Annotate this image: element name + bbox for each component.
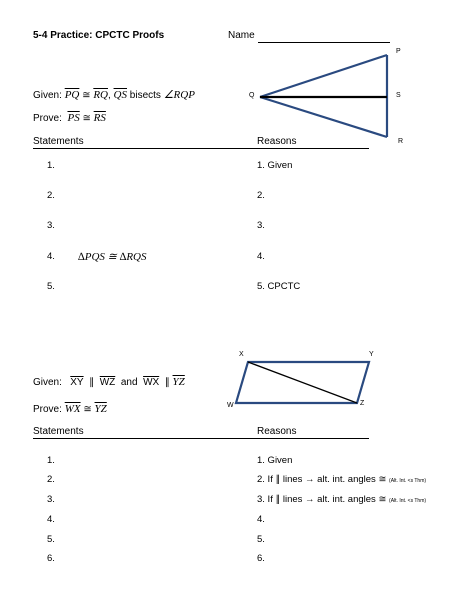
reason-note-3: (Alt. Int. <s Thm) xyxy=(389,498,427,504)
header-rule-1 xyxy=(33,148,369,149)
p2-statement-1[interactable]: 1. xyxy=(47,455,55,466)
reasons-header-1: Reasons xyxy=(257,136,297,147)
triangle-diagram xyxy=(260,55,387,137)
statements-header-1: Statements xyxy=(33,136,84,147)
p2-reason-1[interactable]: 1. Given xyxy=(257,455,293,466)
p1-statement-4[interactable]: 4. xyxy=(47,251,55,262)
p1-reason-2[interactable]: 2. xyxy=(257,190,265,201)
given-statement-1: Given: $\overline{PQ}$ ≅ $\overline{RQ}$, $\overline{QS}$ bisects ∠RQP xyxy=(33,89,195,101)
label-Z: Z xyxy=(360,400,365,407)
p1-statement-3[interactable]: 3. xyxy=(47,220,55,231)
p2-statement-2[interactable]: 2. xyxy=(47,474,55,485)
parallelogram-diagram xyxy=(236,362,369,403)
p1-reason-5[interactable]: 5. CPCTC xyxy=(257,281,301,292)
label-P: P xyxy=(396,48,401,55)
label-W: W xyxy=(227,402,234,409)
p1-reason-3[interactable]: 3. xyxy=(257,220,265,231)
p1-statement-1[interactable]: 1. xyxy=(47,160,55,171)
p2-reason-5[interactable]: 5. xyxy=(257,534,265,545)
header-rule-2 xyxy=(33,438,369,439)
segment-QP xyxy=(260,55,387,97)
statements-header-2: Statements xyxy=(33,426,84,437)
p1-statement-5[interactable]: 5. xyxy=(47,281,55,292)
p1-reason-4[interactable]: 4. xyxy=(257,251,265,262)
given-statement-2: Given: $\overline{XY}$ ∥ $\overline{WZ}$ and $\overline{WX}$ ∥ $\overline{YZ}$ xyxy=(33,376,185,388)
page-title: 5-4 Practice: CPCTC Proofs xyxy=(33,30,165,41)
p2-reason-3[interactable]: 3. If ∥ lines → alt. int. angles ≅ (Alt. Int. <s Thm) xyxy=(257,494,427,505)
p1-statement-2[interactable]: 2. xyxy=(47,190,55,201)
segment-XZ xyxy=(248,362,357,403)
name-label: Name xyxy=(228,30,255,41)
prove-statement-2: Prove: $\overline{WX}$ ≅ $\overline{YZ}$ xyxy=(33,403,107,415)
p2-reason-2[interactable]: 2. If ∥ lines → alt. int. angles ≅ (Alt. Int. <s Thm) xyxy=(257,474,427,485)
prove-statement-1: Prove: $\overline{PS}$ ≅ $\overline{RS}$ xyxy=(33,112,106,124)
p2-statement-6[interactable]: 6. xyxy=(47,553,55,564)
label-R: R xyxy=(398,138,404,145)
p2-statement-4[interactable]: 4. xyxy=(47,514,55,525)
p2-statement-3[interactable]: 3. xyxy=(47,494,55,505)
p1-statement-4-text: ∆PQS ≅ ∆RQS xyxy=(78,251,147,263)
reasons-header-2: Reasons xyxy=(257,426,297,437)
segment-RQ xyxy=(260,97,387,137)
p2-reason-4[interactable]: 4. xyxy=(257,514,265,525)
p2-statement-5[interactable]: 5. xyxy=(47,534,55,545)
p1-reason-1[interactable]: 1. Given xyxy=(257,160,293,171)
p2-reason-6[interactable]: 6. xyxy=(257,553,265,564)
label-S: S xyxy=(396,92,401,99)
label-Y: Y xyxy=(369,351,374,358)
label-X: X xyxy=(239,351,244,358)
label-Q: Q xyxy=(249,92,255,99)
reason-note-2: (Alt. Int. <s Thm) xyxy=(389,478,427,484)
